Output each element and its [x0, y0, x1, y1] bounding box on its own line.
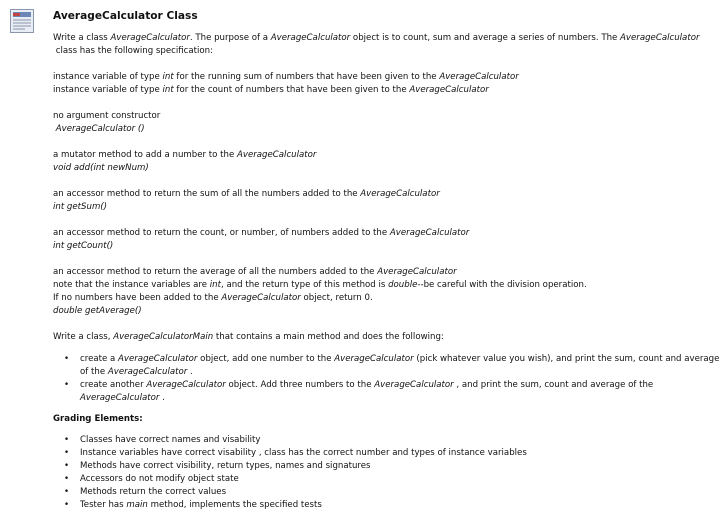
grading-title: Grading Elements:: [53, 414, 143, 424]
ivar-count-line: instance variable of type int for the count of numbers that have been given to the AverageCalculator: [53, 85, 489, 95]
getcount-desc: an accessor method to return the count, or number, of numbers added to the AverageCalculator: [53, 228, 470, 238]
list-item: • create a AverageCalculator object, add one number to the AverageCalculator (pick whatever value you wish), and print the sum, count and average of the AverageCalculator .: [53, 353, 721, 379]
list-item: • Classes have correct names and visability: [53, 434, 721, 447]
main-intro: Write a class, AverageCalculatorMain that contains a main method and does the following:: [53, 332, 444, 342]
getavg-zero-note: If no numbers have been added to the AverageCalculator object, return 0.: [53, 293, 373, 303]
list-item: • Methods have correct visibility, return types, names and signatures: [53, 460, 721, 473]
list-item: • create another AverageCalculator object. Add three numbers to the AverageCalculator , and print the sum, count and average of the AverageCalculator .: [53, 379, 721, 405]
getcount-signature: int getCount(): [53, 241, 114, 251]
document-body: [53, 9, 721, 512]
list-item: • Accessors do not modify object state: [53, 473, 721, 486]
constructor-desc: no argument constructor: [53, 111, 161, 121]
getsum-signature: int getSum(): [53, 202, 108, 212]
getavg-signature: double getAverage(): [53, 306, 142, 316]
document-icon: [9, 8, 35, 34]
getsum-desc: an accessor method to return the sum of all the numbers added to the AverageCalculator: [53, 189, 440, 199]
getavg-note: note that the instance variables are int, and the return type of this method is double--be careful with the division operation.: [53, 280, 587, 290]
add-signature: void add(int newNum): [53, 163, 149, 173]
getavg-desc: an accessor method to return the average of all the numbers added to the AverageCalculator: [53, 267, 457, 277]
ivar-sum-line: instance variable of type int for the running sum of numbers that have been given to the AverageCalculator: [53, 72, 519, 82]
grading-list: [53, 434, 721, 512]
task-list: [53, 353, 721, 405]
intro-paragraph: Write a class AverageCalculator. The purpose of a AverageCalculator object is to count, sum and average a series of numbers. The AverageCalculator class has the following specification:: [53, 33, 700, 56]
add-desc: a mutator method to add a number to the AverageCalculator: [53, 150, 317, 160]
list-item: • Tester has main method, implements the specified tests: [53, 499, 721, 512]
list-item: • Instance variables have correct visability , class has the correct number and types of instance variables: [53, 447, 721, 460]
page-title: AverageCalculator Class: [53, 10, 198, 22]
constructor-signature: AverageCalculator (): [55, 124, 145, 134]
list-item: • Methods return the correct values: [53, 486, 721, 499]
